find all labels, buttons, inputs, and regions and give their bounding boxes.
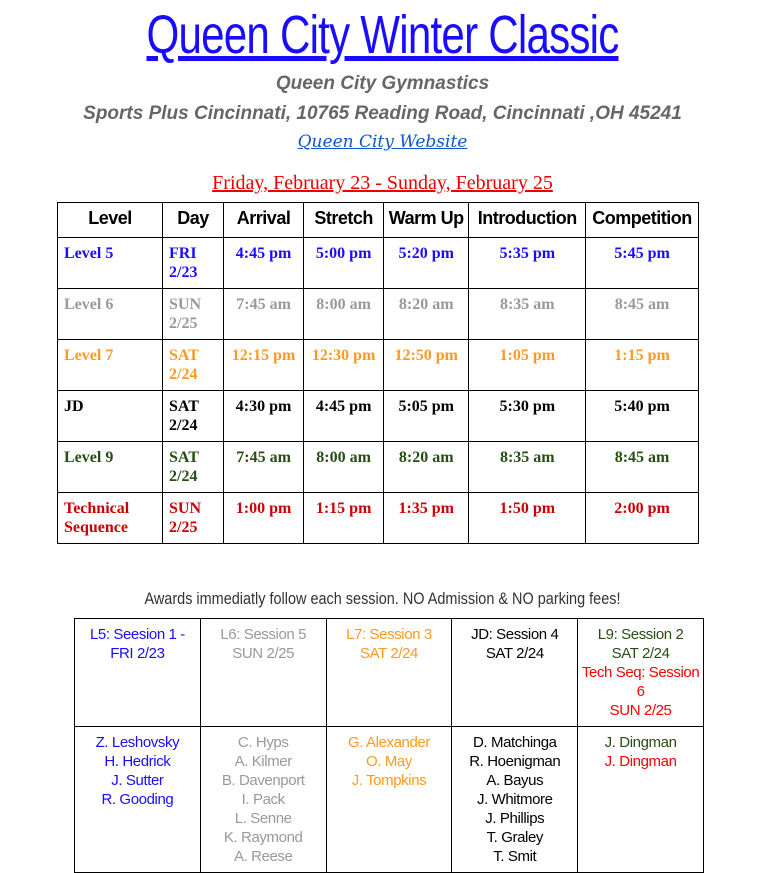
awards-judges-row xyxy=(75,727,704,873)
award-judges-cell xyxy=(326,727,452,873)
schedule-cell: SUN 2/25 xyxy=(163,289,224,340)
session-line: L7: Session 3 xyxy=(346,626,432,643)
schedule-cell: Level 5 xyxy=(58,238,163,289)
schedule-cell: 8:20 am xyxy=(384,442,469,493)
schedule-cell: 2:00 pm xyxy=(586,493,699,544)
schedule-cell: 1:15 pm xyxy=(304,493,384,544)
schedule-cell: JD xyxy=(58,391,163,442)
schedule-cell: SAT 2/24 xyxy=(163,340,224,391)
schedule-cell: 8:35 am xyxy=(469,289,586,340)
judge-name: T. Smit xyxy=(493,848,537,865)
schedule-cell: 5:30 pm xyxy=(469,391,586,442)
schedule-cell: 1:05 pm xyxy=(469,340,586,391)
judge-name: B. Davenport xyxy=(221,772,305,789)
schedule-cell: 1:15 pm xyxy=(586,340,699,391)
schedule-cell: SAT 2/24 xyxy=(163,442,224,493)
judge-name: K. Raymond xyxy=(223,829,303,846)
session-line: SAT 2/24 xyxy=(360,645,418,662)
schedule-cell: 1:35 pm xyxy=(384,493,469,544)
award-judges-cell xyxy=(578,727,704,873)
award-session-cell xyxy=(326,619,452,727)
judge-name: L. Senne xyxy=(234,810,292,827)
column-header: Competition xyxy=(586,203,699,238)
award-session-cell xyxy=(452,619,578,727)
judge-name: A. Reese xyxy=(233,848,293,865)
schedule-table xyxy=(57,202,699,544)
schedule-cell: 5:05 pm xyxy=(384,391,469,442)
award-judges-cell xyxy=(75,727,201,873)
column-header: Level xyxy=(58,203,163,238)
judge-name: A. Kilmer xyxy=(234,753,292,770)
judge-name: J. Sutter xyxy=(111,772,164,789)
judge-name: O. May xyxy=(366,753,412,770)
awards-note: Awards immediatly follow each session. NO Admission & NO parking fees! xyxy=(144,589,621,608)
judge-name: D. Matchinga xyxy=(473,734,557,751)
schedule-cell: 8:20 am xyxy=(384,289,469,340)
schedule-row xyxy=(58,289,699,340)
column-header: Arrival xyxy=(223,203,303,238)
schedule-cell: 5:00 pm xyxy=(304,238,384,289)
judge-name: R. Hoenigman xyxy=(469,753,561,770)
schedule-cell: 1:00 pm xyxy=(223,493,303,544)
schedule-cell: FRI 2/23 xyxy=(163,238,224,289)
award-judges-cell xyxy=(200,727,326,873)
schedule-cell: 1:50 pm xyxy=(469,493,586,544)
awards-session-row xyxy=(75,619,704,727)
meet-dates: Friday, February 23 - Sunday, February 25 xyxy=(212,172,553,194)
schedule-cell: SUN 2/25 xyxy=(163,493,224,544)
session-line: SUN 2/25 xyxy=(232,645,295,662)
judge-name: J. Dingman xyxy=(604,734,677,751)
judge-name: J. Dingman xyxy=(604,753,677,770)
schedule-cell: 12:15 pm xyxy=(223,340,303,391)
session-line: FRI 2/23 xyxy=(110,645,165,662)
judge-name: H. Hedrick xyxy=(104,753,171,770)
schedule-cell: 8:35 am xyxy=(469,442,586,493)
session-line: SAT 2/24 xyxy=(611,645,670,662)
judge-name: G. Alexander xyxy=(348,734,430,751)
schedule-row xyxy=(58,391,699,442)
schedule-cell: Level 9 xyxy=(58,442,163,493)
schedule-cell: 8:00 am xyxy=(304,289,384,340)
session-line: Tech Seq: Session 6 xyxy=(581,664,700,700)
schedule-cell: 8:45 am xyxy=(586,442,699,493)
column-header: Warm Up xyxy=(384,203,469,238)
schedule-row xyxy=(58,238,699,289)
venue-address: Sports Plus Cincinnati, 10765 Reading Road, Cincinnati ,OH 45241 xyxy=(83,103,682,124)
schedule-cell: Technical Sequence xyxy=(58,493,163,544)
award-session-cell xyxy=(75,619,201,727)
schedule-cell: 4:30 pm xyxy=(223,391,303,442)
judge-name: A. Bayus xyxy=(486,772,544,789)
judge-name: C. Hyps xyxy=(237,734,289,751)
awards-table xyxy=(74,618,704,873)
schedule-cell: 8:00 am xyxy=(304,442,384,493)
judge-name: R. Gooding xyxy=(101,791,174,808)
session-line: SAT 2/24 xyxy=(485,645,544,662)
schedule-cell: 4:45 pm xyxy=(304,391,384,442)
website-link[interactable] xyxy=(0,132,765,152)
column-header: Introduction xyxy=(469,203,586,238)
schedule-cell: 5:20 pm xyxy=(384,238,469,289)
schedule-cell: 12:30 pm xyxy=(304,340,384,391)
schedule-header-row xyxy=(58,203,699,238)
schedule-cell: SAT 2/24 xyxy=(163,391,224,442)
judge-name: J. Phillips xyxy=(485,810,545,827)
session-line: L5: Seesion 1 - xyxy=(89,626,185,643)
award-session-cell xyxy=(578,619,704,727)
schedule-cell: 8:45 am xyxy=(586,289,699,340)
judge-name: I. Pack xyxy=(241,791,285,808)
schedule-row xyxy=(58,340,699,391)
session-line: JD: Session 4 xyxy=(471,626,559,643)
schedule-cell: 7:45 am xyxy=(223,442,303,493)
judge-name: Z. Leshovsky xyxy=(95,734,180,751)
schedule-row xyxy=(58,442,699,493)
column-header: Stretch xyxy=(304,203,384,238)
schedule-cell: Level 6 xyxy=(58,289,163,340)
schedule-cell: 5:45 pm xyxy=(586,238,699,289)
judge-name: J. Tompkins xyxy=(351,772,427,789)
schedule-cell: 4:45 pm xyxy=(223,238,303,289)
schedule-row xyxy=(58,493,699,544)
session-line: L9: Session 2 xyxy=(597,626,684,643)
schedule-cell: 7:45 am xyxy=(223,289,303,340)
session-line: L6: Session 5 xyxy=(220,626,307,643)
column-header: Day xyxy=(163,203,224,238)
schedule-cell: 12:50 pm xyxy=(384,340,469,391)
website-link-text[interactable]: Queen City Website xyxy=(297,132,468,152)
session-line: SUN 2/25 xyxy=(609,702,672,719)
schedule-cell: 5:35 pm xyxy=(469,238,586,289)
award-session-cell xyxy=(200,619,326,727)
schedule-cell: 5:40 pm xyxy=(586,391,699,442)
page-title[interactable]: Queen City Winter Classic xyxy=(146,5,619,65)
judge-name: T. Graley xyxy=(486,829,543,846)
award-judges-cell xyxy=(452,727,578,873)
organization-name: Queen City Gymnastics xyxy=(275,73,490,94)
judge-name: J. Whitmore xyxy=(476,791,553,808)
schedule-cell: Level 7 xyxy=(58,340,163,391)
